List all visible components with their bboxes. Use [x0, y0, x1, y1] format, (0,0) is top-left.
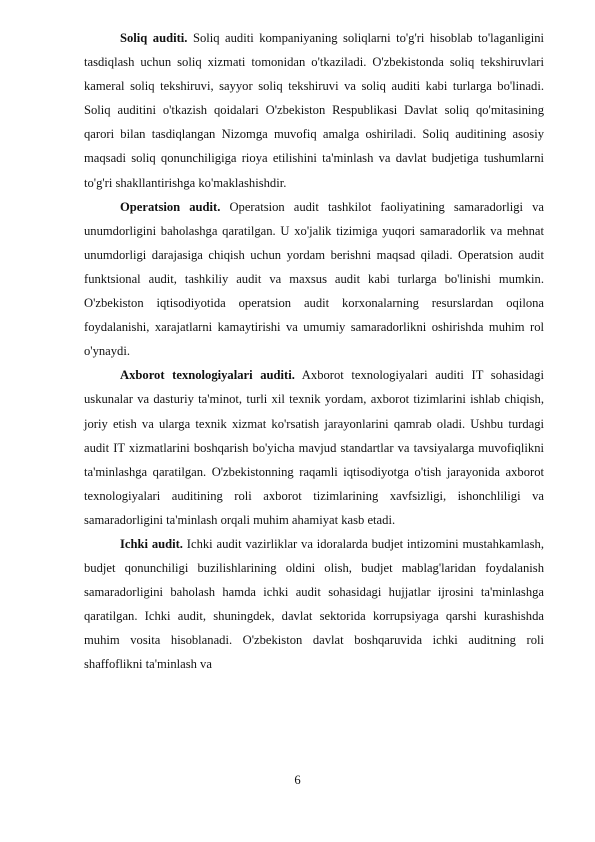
page-number: 6: [294, 773, 301, 787]
paragraph-title: Ichki audit.: [120, 536, 183, 551]
paragraph-soliq-auditi: [84, 26, 544, 195]
paragraph-title: Operatsion audit.: [120, 199, 221, 214]
paragraph-axborot-texnologiyalari-auditi: [84, 363, 544, 532]
paragraph-body: Ichki audit vazirliklar va idoralarda budjet intizomini mustahkamlash, budjet qonunchiligi buzilishlarining oldini olish, budjet mablag'laridan foydalanish samaradorligini baholash hamda ichki audit sohasidagi hujjatlar ijrosini ta'minlashga qaratilgan. Ichki audit, shuningdek, davlat sektorida korrupsiyaga qarshi kurashishda muhim vosita hisoblanadi. O'zbekiston davlat boshqaruvida ichki auditning roli shaffoflikni ta'minlash va: [84, 536, 544, 672]
paragraph-title: Soliq auditi.: [120, 31, 188, 45]
paragraph-body: Soliq auditi kompaniyaning soliqlarni to'g'ri hisoblab to'laganligini tasdiqlash uchun soliq xizmati tomonidan o'tkaziladi. O'zbekistonda soliq tekshiruvlari kameral soliq tekshiruvi, sayyor soliq tekshiruvi va soliq auditi kabi turlarga bo'linadi. Soliq auditini o'tkazish qoidalari O'zbekiston Respublikasi Davlat soliq qo'mitasining qarori bilan tasdiqlangan Nizomga muvofiq amalga oshiriladi. Soliq auditining asosiy maqsadi soliq qonunchiligiga rioya etilishini ta'minlash va davlat budjetiga tushumlarni to'g'ri shakllantirishga ko'maklashishdir.: [84, 31, 544, 190]
paragraph-ichki-audit: [84, 532, 544, 677]
paragraph-body: Axborot texnologiyalari auditi IT sohasidagi uskunalar va dasturiy ta'minot, turli xil texnik yordam, axborot tizimlarini ishlab chiqish, joriy etish va ularga texnik xizmat ko'rsatish jarayonlarini qamrab oladi. Ushbu turdagi audit IT xizmatlarini boshqarish bo'yicha mavjud standartlar va tavsiyalarga muvofiqlikni ta'minlashga qaratilgan. O'zbekistonning raqamli iqtisodiyotga o'tish jarayonida axborot texnologiyalari auditining roli axborot tizimlarining xavfsizligi, ishonchliligi va samaradorligini ta'minlash orqali muhim ahamiyat kasb etadi.: [84, 368, 544, 527]
document-page: [84, 26, 544, 677]
paragraph-operatsion-audit: [84, 195, 544, 364]
paragraph-body: Operatsion audit tashkilot faoliyatining samaradorligi va unumdorligini baholashga qaratilgan. U xo'jalik tizimiga yuqori samaradorlik va mehnat unumdorligi darajasiga chiqish uchun yordam berishni maqsad qiladi. Operatsion audit funktsional audit, tashkiliy audit va maxsus audit kabi turlarga bo'linishi mumkin. O'zbekiston iqtisodiyotida operatsion audit korxonalarning resurslardan oqilona foydalanishi, xarajatlarni kamaytirishi va umumiy samaradorlikni oshirishda muhim rol o'ynaydi.: [84, 199, 544, 359]
paragraph-title: Axborot texnologiyalari auditi.: [120, 368, 295, 383]
